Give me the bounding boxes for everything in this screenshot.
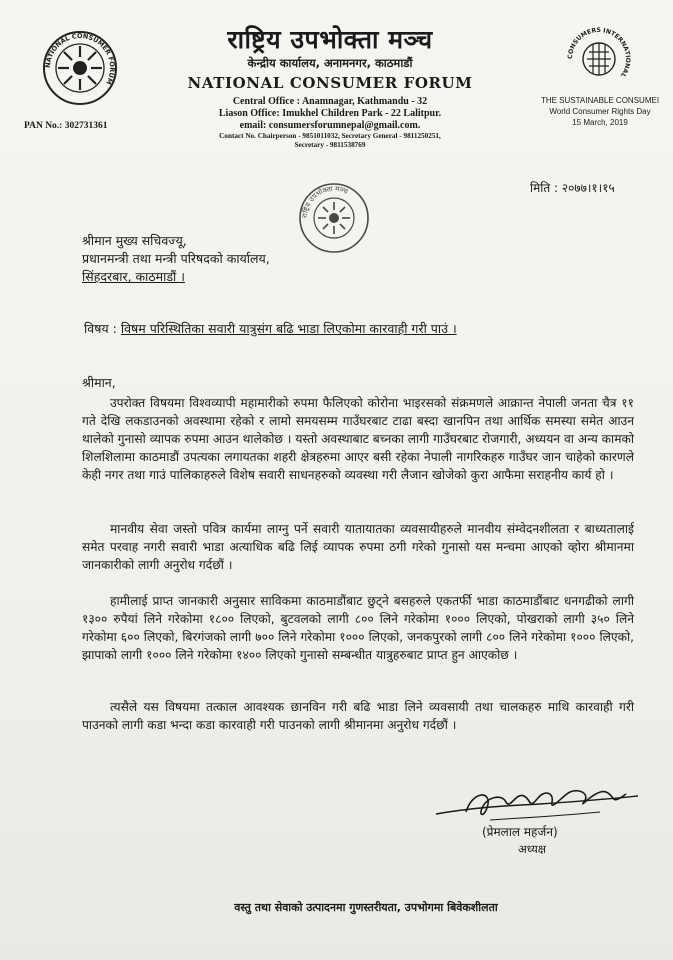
- svg-text:NATIONAL CONSUMER FORUM: [44, 32, 116, 86]
- body-paragraph-3: हामीलाई प्राप्त जानकारी अनुसार साविकमा काठमाडौंबाट छुट्ने बसहरुले एकतर्फी भाडा काठमाडौंबाट धनगढीको लागी १३०० रुपैयां लिने गरेकोमा १८०० लिएको, बुटवलको लागी ८०० लिने गरेकोमा १००० लिएको, पोखराको लागी ३५० लिने गरेकोमा ६०० लिएको, बिरगंजको लागी ७०० लिने गरेकोमा १००० लिएको, जनकपुरको लागी ८०० लिने गरेकोमा १००० लिएको, झापाको लागी १००० लिने गरेकोमा १४०० लिएको गुनासो सम्बन्धीत यात्रुहरुबाट प्राप्त हुन आएकोछ ।: [82, 594, 634, 662]
- svg-text:राष्ट्रिय उपभोक्ता मञ्च: [301, 185, 350, 218]
- signatory-title: अध्यक्ष: [518, 842, 547, 856]
- central-office-address: Central Office : Anamnagar, Kathmandu - 32: [232, 96, 428, 107]
- addressee-line-2: प्रधानमन्त्री तथा मन्त्री परिषदको कार्यालय,: [82, 251, 270, 266]
- contact-numbers: Contact No. Chairperson - 9851011032, Secretary General - 9811250251,: [219, 132, 441, 140]
- org-name-english: NATIONAL CONSUMER FORUM: [187, 74, 473, 92]
- ci-caption-event: World Consumer Rights Day: [549, 107, 651, 116]
- signatory-name: (प्रेमलाल महर्जन): [482, 825, 558, 839]
- footer-slogan: वस्तु तथा सेवाको उत्पादनमा गुणस्तरीयता, उपभोगमा बिवेकशीलता: [234, 901, 498, 914]
- subject-line: [84, 320, 457, 337]
- org-name-nepali: राष्ट्रिय उपभोक्ता मञ्च: [227, 25, 433, 54]
- body-paragraph-1: उपरोक्त विषयमा विश्वव्यापी महामारीको रुपमा फैलिएको कोरोना भाइरसको संक्रमणले आक्रान्त नेपाली जनता चैत्र ११ गते देखि लकडाउनको अवस्थामा रहेको र लामो समयसम्म गाउँघरबाट टाढा बस्दा खानपिन तथा आर्थिक समस्या समेत आउन थालेको गुनासो व्यापक रुपमा आउन थालेकोछ । यस्तो अवस्थाबाट बच्नका लागी गाउँघरबाट रोजगारी, अध्ययन वा अन्य कामको शिलशिलामा काठमाडौं उपत्यका लगायतका शहरी क्षेत्रहरुमा आएर बसी रहेका नेपाली नागरिकहरु गाउँघर जान चाहेको कारणले केही नगर तथा गाउं पालिकाहरुले विशेष सवारी साधनहरुको व्यवस्था गरी लैजान खोजेको कुरा आफैमा सराहनीय कार्य हो ।: [82, 396, 634, 482]
- subject-text: विषम परिस्थितिका सवारी यात्रुसंग बढि भाडा लिएकोमा कारवाही गरी पाउं ।: [120, 321, 457, 336]
- email-address: email: consumersforumnepal@gmail.com.: [239, 120, 421, 131]
- stamp-ring-text: राष्ट्रिय उपभोक्ता मञ्च: [300, 184, 350, 219]
- subject-label: विषय :: [84, 321, 117, 336]
- official-stamp: [298, 182, 370, 254]
- pan-number: PAN No.: 302731361: [24, 121, 108, 131]
- ci-caption-date: 15 March, 2019: [572, 118, 628, 127]
- ci-caption-theme: THE SUSTAINABLE CONSUMEI: [540, 96, 660, 105]
- addressee-line-3: सिंहदरबार, काठमाडौं ।: [82, 269, 185, 284]
- right-logo-ring-text: CONSUMERS INTERNATIONAL: [566, 26, 632, 79]
- letter-date: मिति : २०७७।१।१५: [530, 181, 615, 195]
- consumers-international-logo: [566, 26, 632, 92]
- salutation: श्रीमान,: [82, 375, 116, 390]
- national-consumer-forum-logo: [42, 30, 118, 106]
- left-logo-ring-text: NATIONAL CONSUMER FORUM: [43, 31, 117, 86]
- liason-office-address: Liason Office: Imukhel Children Park - 22 Lalitpur.: [218, 108, 442, 119]
- body-paragraph-4: त्यसैले यस विषयमा तत्काल आवश्यक छानविन गरी बढि भाडा लिने व्यवसायी तथा चालकहरु माथि कारवाही गरी पाउनको लागी कडा भन्दा कडा कारवाही गरी पाउनको लागी श्रीमानमा अनुरोध गर्दछौं ।: [82, 700, 634, 732]
- addressee-line-1: श्रीमान मुख्य सचिवज्यू,: [82, 233, 187, 248]
- central-office-nepali: केन्द्रीय कार्यालय, अनामनगर, काठमाडौं: [247, 56, 413, 70]
- body-paragraph-2: मानवीय सेवा जस्तो पवित्र कार्यमा लाग्नु पर्ने सवारी यातायातका व्यवसायीहरुले मानवीय संम्वेदनशीलता र बाध्यतालाई समेत परवाह नगरी सवारी भाडा अत्याधिक बढि लिई व्यापक रुपमा ठगी गरेको गुनासो यस मन्चमा आएको व्होरा श्रीमानमा जानकारीको लागी अनुरोध गर्दछौं ।: [82, 522, 634, 572]
- secretary-contact: Secretary - 9811538769: [294, 141, 366, 149]
